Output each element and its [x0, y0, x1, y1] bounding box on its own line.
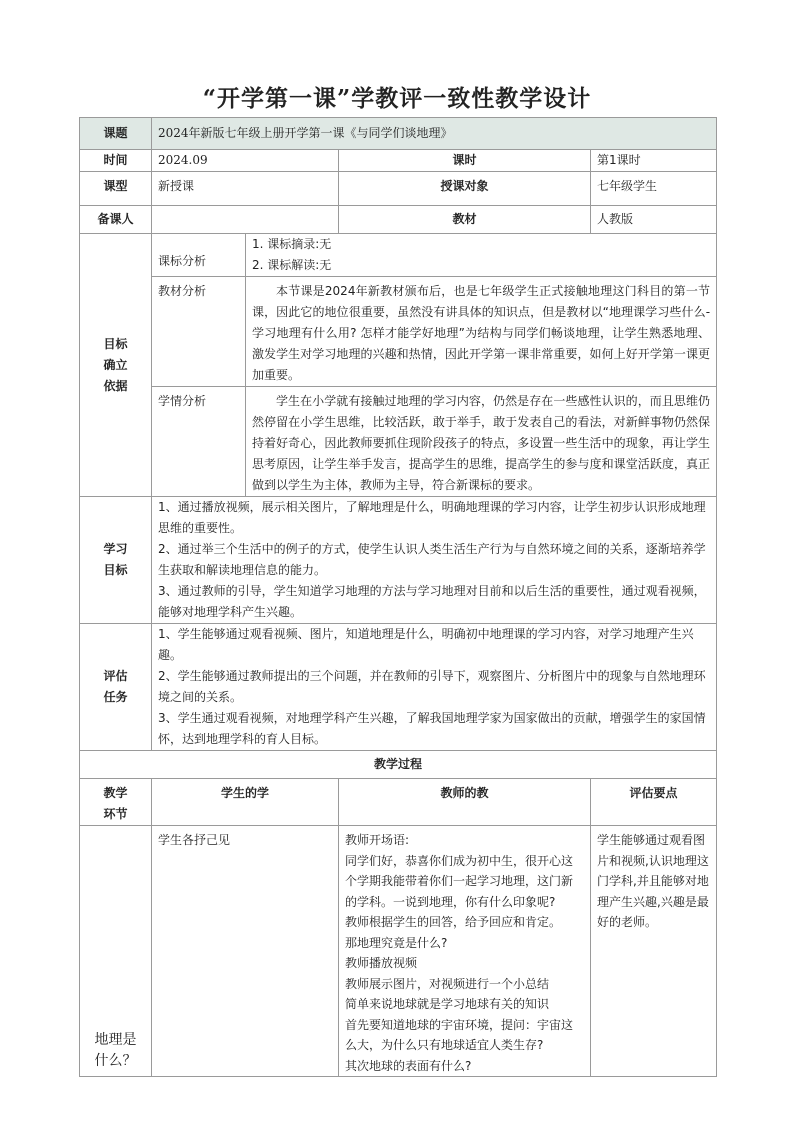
textbook-value: 人教版 [591, 206, 717, 234]
standard-items [246, 234, 717, 277]
stage-line: 什么？ [94, 1053, 137, 1069]
type-label: 课型 [80, 172, 152, 206]
type-value: 新授课 [152, 172, 339, 206]
topic-label: 课题 [80, 118, 152, 150]
standard-label: 课标分析 [152, 234, 246, 277]
student-activity: 学生各抒己见 [152, 826, 339, 1077]
stage-cell [80, 826, 152, 1077]
teacher-line: 简单来说地球就是学习地球有关的知识 [345, 997, 550, 1011]
process-header-row [80, 779, 717, 826]
standard-row [80, 234, 717, 277]
eval-column-header: 评估要点 [591, 779, 717, 826]
time-value: 2024.09 [152, 150, 339, 172]
process-row [80, 826, 717, 1077]
type-row [80, 172, 717, 206]
teacher-line: 教师展示图片，对视频进行一个小总结 [345, 976, 550, 991]
goals-label-line: 学习 [103, 542, 128, 556]
goal-item: 1、通过播放视频，展示相关图片，了解地理是什么，明确地理课的学习内容，让学生初步认识形成地理思维的重要性。 [158, 500, 706, 535]
stage-header-line: 教学 [103, 786, 128, 800]
eval-line: 学生能够通过观看图 [597, 833, 706, 847]
time-row [80, 150, 717, 172]
eval-points [591, 826, 717, 1077]
teacher-line: 教师开场语: [345, 833, 410, 847]
process-heading: 教学过程 [80, 751, 717, 779]
teacher-column-header: 教师的教 [339, 779, 591, 826]
lesson-plan-table [79, 117, 717, 1077]
goals-label [80, 497, 152, 624]
goals-row [80, 497, 717, 624]
standard-item: 1. 课标摘录:无 [252, 237, 332, 251]
basis-label-line: 确立 [103, 357, 128, 372]
learner-analysis-text: 学生在小学就有接触过地理的学习内容，仍然是存在一些感性认识的，而且思维仍然停留在小学生思维，比较活跃，敢于举手，敢于发表自己的看法，对新鲜事物仍然保持着好奇心，因此教师要抓住现阶段孩子的特点，多设置一些生活中的现象，再让学生思考原因，让学生举手发言，提高学生的思维，提高学生的参与度和课堂活跃度，真正做到以学生为主体，教师为主导，符合新课标的要求。 [246, 387, 717, 497]
eval-line: 好的老师。 [597, 915, 658, 929]
audience-value: 七年级学生 [591, 172, 717, 206]
textbook-analysis-row [80, 277, 717, 387]
assessment-item: 3、学生通过观看视频，对地理学科产生兴趣，了解我国地理学家为国家做出的贡献，增强学生的家国情怀，达到地理学科的育人目标。 [158, 711, 706, 746]
teacher-line: 教师根据学生的回答，给予回应和肯定。 [345, 915, 562, 929]
audience-label: 授课对象 [339, 172, 591, 206]
teacher-line: 其次地球的表面有什么? [345, 1058, 472, 1073]
goals-list [152, 497, 717, 624]
stage-column-header [80, 779, 152, 826]
teacher-line: 那地理究竟是什么? [345, 935, 448, 950]
teacher-line: 教师播放视频 [345, 956, 418, 970]
stage-header-line: 环节 [103, 807, 128, 821]
time-label: 时间 [80, 150, 152, 172]
learner-analysis-row [80, 387, 717, 497]
textbook-label: 教材 [339, 206, 591, 234]
goal-item: 2、通过举三个生活中的例子的方式，使学生认识人类生活生产行为与自然环境之间的关系，逐渐培养学生获取和解读地理信息的能力。 [158, 542, 706, 577]
topic-value: 2024年新版七年级上册开学第一课《与同学们谈地理》 [152, 118, 717, 150]
assessment-label-line: 评估 [103, 669, 128, 683]
document-title: “开学第一课”学教评一致性教学设计 [202, 85, 592, 112]
goal-item: 3、通过教师的引导，学生知道学习地理的方法与学习地理对目前和以后生活的重要性，通过观看视频，能够对地理学科产生兴趣。 [158, 584, 706, 619]
teacher-line: 同学们好，恭喜你们成为初中生，很开心这 [345, 853, 574, 868]
eval-line: 理产生兴趣,兴趣是最 [597, 894, 709, 909]
student-column-header: 学生的学 [152, 779, 339, 826]
eval-line: 门学科,并且能够对地 [597, 874, 709, 888]
teacher-line: 么大，为什么只有地球适宜人类生存? [345, 1038, 544, 1052]
period-value: 第1课时 [591, 150, 717, 172]
process-heading-row [80, 751, 717, 779]
assessment-label-line: 任务 [103, 690, 128, 704]
assessment-label [80, 624, 152, 751]
preparer-value [152, 206, 339, 234]
learner-analysis-label: 学情分析 [152, 387, 246, 497]
textbook-analysis-label: 教材分析 [152, 277, 246, 387]
preparer-label: 备课人 [80, 206, 152, 234]
basis-label [80, 234, 152, 497]
teacher-line: 个学期我能带着你们一起学习地理，这门新 [345, 874, 574, 888]
standard-item: 2. 课标解读:无 [252, 258, 332, 272]
assessment-item: 2、学生能够通过教师提出的三个问题，并在教师的引导下，观察图片、分析图片中的现象与自然地理环境之间的关系。 [158, 669, 706, 704]
assessment-list [152, 624, 717, 751]
teacher-line: 首先要知道地球的宇宙环境，提问：宇宙这 [345, 1017, 574, 1032]
assessment-item: 1、学生能够通过观看视频、图片，知道地理是什么，明确初中地理课的学习内容，对学习地理产生兴趣。 [158, 627, 694, 662]
basis-label-line: 依据 [103, 378, 128, 393]
preparer-row [80, 206, 717, 234]
topic-row [80, 118, 717, 150]
textbook-analysis-text: 本节课是2024年新教材颁布后，也是七年级学生正式接触地理这门科目的第一节课，因此它的地位很重要，虽然没有讲具体的知识点，但是教材以“地理课学习些什么-学习地理有什么用? 怎样才能学好地理”为结构与同学们畅谈地理，让学生熟悉地理、激发学生对学习地理的兴趣和热情，因此开学第一课非常重要，如何上好开学第一课更加重要。 [246, 277, 717, 387]
assessment-row [80, 624, 717, 751]
stage-line: 地理是 [94, 1032, 137, 1048]
basis-label-line: 目标 [103, 336, 128, 351]
goals-label-line: 目标 [103, 563, 128, 577]
teacher-activity [339, 826, 591, 1077]
period-label: 课时 [339, 150, 591, 172]
eval-line: 片和视频,认识地理这 [597, 853, 709, 868]
teacher-line: 的学科。一说到地理，你有什么印象呢? [345, 894, 556, 909]
